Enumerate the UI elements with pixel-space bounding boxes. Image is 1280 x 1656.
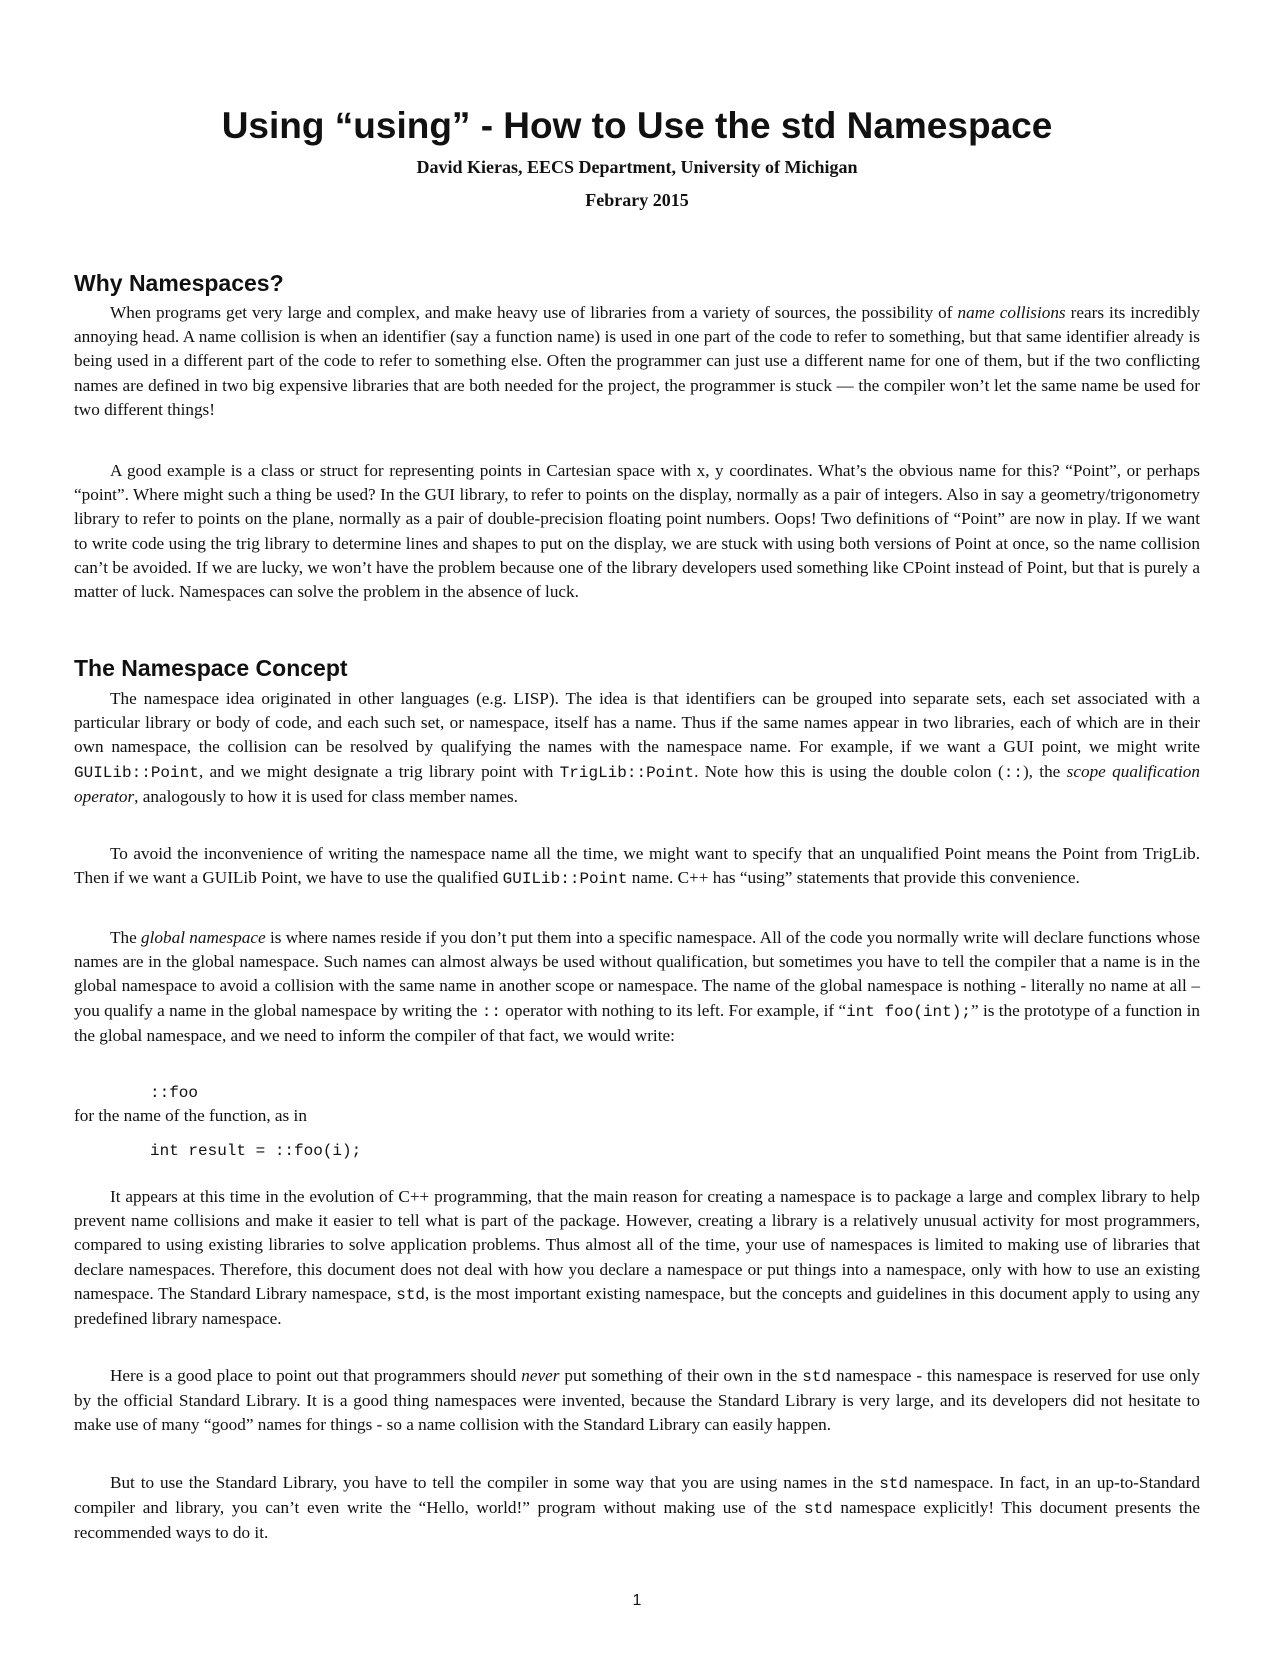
text-run: put something of their own in the	[559, 1366, 803, 1385]
inline-code: GUILib::Point	[74, 763, 199, 782]
inline-code: std	[803, 1500, 833, 1519]
text-run: To avoid the inconvenience of writing the namespace name all the time, we might want to specify that an unqualified Point means the Point from TrigLib. Then if we want a GUILib Point, we have to use the qualified	[74, 844, 1200, 888]
paragraph	[74, 1185, 1200, 1331]
page-title: Using “using” - How to Use the std Namespace	[221, 105, 1053, 146]
inline-code: GUILib::Point	[502, 870, 628, 889]
text-run: The namespace idea originated in other languages (e.g. LISP). The idea is that identifiers can be grouped into separate sets, each set associated with a particular library or body of code, and each such set, or namespace, itself has a name. Thus if the same names appear in two libraries, each of which are in their own namespace, the collision can be resolved by qualifying the names with the namespace name. For example, if we want a GUI point, we might write	[74, 689, 1200, 757]
inline-code: ::	[1003, 763, 1023, 782]
lead-text: for the name of the function, as in	[74, 1106, 307, 1125]
text-run: , and we might designate a trig library point with	[198, 761, 560, 781]
text-run: name. C++ has “using” statements that provide this convenience.	[627, 868, 1080, 888]
text-run: It appears at this time in the evolution of C++ programming, that the main reason for creating a namespace is to package a large and complex library to help prevent name collisions and make it easier to tell what is part of the package. However, creating a library is a relatively unusual activity for most programmers, compared to using existing libraries to solve application problems. Thus almost all of the time, your use of namespaces is limited to making use of libraries that declare namespaces. Therefore, this document does not deal with how you declare a namespace or put things into a namespace, only with how to use an existing namespace. The Standard Library namespace,	[74, 1187, 1200, 1303]
text-run: The	[110, 928, 142, 947]
paragraph: A good example is a class or struct for representing points in Cartesian space with x, y coordinates. What’s the obvious name for this? “Point”, or perhaps “point”. Where might such a thing be used? In the GUI library, to refer to points on the display, normally as a pair of integers. Also in say a geometry/trigonometry library to refer to points on the plane, normally as a pair of double-precision floating point numbers. Oops! Two definitions of “Point” are now in play. If we want to write code using the trig library to determine lines and shapes to put on the display, we are stuck with using both versions of Point at once, so the name collision can’t be avoided. If we are lucky, we won’t have the problem because one of the library developers used something like CPoint instead of Point, but that is purely a matter of luck. Namespaces can solve the problem in the absence of luck.	[74, 461, 1200, 602]
emphasis: never	[521, 1366, 560, 1385]
page-number: 1	[632, 1592, 642, 1609]
inline-code: std	[802, 1368, 832, 1386]
code-snippet: ::foo	[150, 1084, 199, 1102]
text-run: is where names reside if you don’t put them into a specific namespace. All of the code you normally write will declare functions whose names are in the global namespace. Such names can almost always be used without qualification, but sometimes you have to tell the compiler that a name is in the global namespace to avoid a collision with the same name in another scope or namespace. The name of the global namespace is nothing - literally no name at all – you qualify a name in the global namespace by writing the	[74, 928, 1200, 1020]
paragraph	[74, 687, 1200, 809]
text-run: ” is the prototype of a function in the global namespace, and we need to inform the compiler of that fact, we would write:	[74, 1000, 1200, 1045]
text-run: When programs get very large and complex, and make heavy use of libraries from a variety of sources, the possibility of	[110, 303, 958, 322]
code-snippet: int result = ::foo(i);	[150, 1142, 362, 1160]
inline-code: int foo(int);	[846, 1002, 971, 1021]
author-line: David Kieras, EECS Department, University of Michigan	[416, 157, 858, 177]
paragraph	[74, 301, 1200, 422]
text-run: ), the	[1022, 761, 1067, 781]
text-run: operator with nothing to its left. For example, if “	[500, 1000, 847, 1020]
text-run: namespace - this namespace is reserved for use only by the official Standard Library. It is a good thing namespaces were invented, because the Standard Library is very large, and its developers did not hesitate to make use of many “good” names for things - so a name collision with the Standard Library can easily happen.	[74, 1366, 1201, 1435]
text-run: , analogously to how it is used for class member names.	[134, 786, 518, 806]
section-heading-why-namespaces: Why Namespaces?	[74, 270, 284, 296]
paragraph	[74, 926, 1200, 1048]
text-run: namespace explicitly! This document presents the recommended ways to do it.	[74, 1498, 1201, 1543]
inline-code: ::	[481, 1002, 501, 1021]
text-run: . Note how this is using the double colon (	[694, 761, 1004, 781]
paragraph	[74, 1471, 1200, 1546]
inline-code: std	[879, 1475, 908, 1493]
emphasis: scope qualification operator	[74, 761, 1200, 806]
date-line: Febrary 2015	[585, 190, 689, 210]
emphasis: name collisions	[957, 303, 1066, 322]
text-run: namespace. In fact, in an up-to-Standard compiler and library, you can’t even write the “Hello, world!” program without making use of the	[74, 1473, 1201, 1518]
section-heading-namespace-concept: The Namespace Concept	[74, 655, 348, 681]
inline-code: std	[396, 1285, 426, 1304]
text-run: Here is a good place to point out that programmers should	[110, 1366, 522, 1385]
emphasis: global namespace	[141, 928, 266, 947]
paragraph	[74, 1364, 1200, 1438]
text-run: But to use the Standard Library, you have to tell the compiler in some way that you are using names in the	[110, 1473, 880, 1492]
paragraph	[74, 842, 1200, 891]
inline-code: TrigLib::Point	[559, 763, 695, 782]
text-run: , is the most important existing namespace, but the concepts and guidelines in this document apply to using any predefined library namespace.	[74, 1283, 1200, 1329]
text-run: rears its incredibly annoying head. A name collision is when an identifier (say a function name) is used in one part of the code to refer to something, but that same identifier already is being used in a different part of the code to refer to something else. Often the programmer can just use a different name for one of them, but if the two conflicting names are defined in two big expensive libraries that are both needed for the project, the programmer is stuck — the compiler won’t let the same name be used for two different things!	[74, 303, 1200, 419]
